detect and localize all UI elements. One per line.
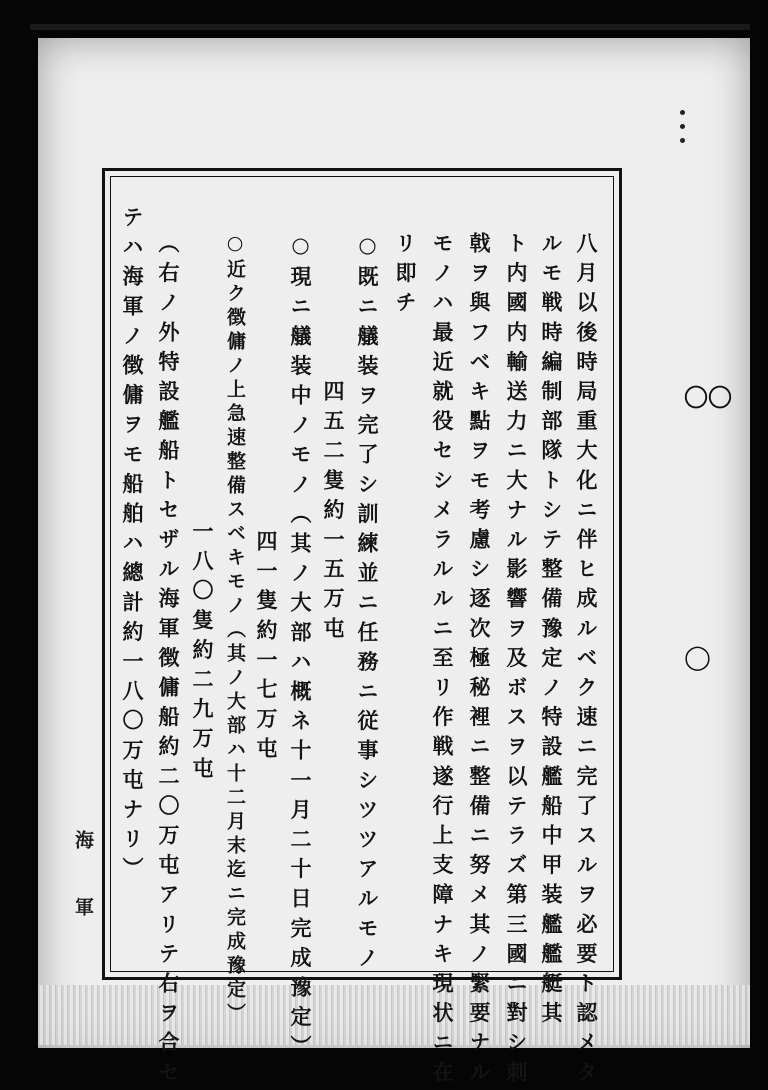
text-column-11: ○近ク徴傭ノ上急速整備スベキモノ（其ノ大部ハ十二月末迄ニ完成豫定） — [224, 232, 246, 1027]
margin-mark-upper: 〇〇 — [684, 383, 732, 412]
text-column-9: ○現ニ艤装中ノモノ（其ノ大部ハ概ネ十一月二十日完成豫定） — [288, 232, 313, 1065]
text-column-8: 四五二隻約一五万屯 — [321, 380, 346, 647]
top-rule — [30, 24, 750, 30]
text-column-4: 戟ヲ與フベキ點ヲモ考慮シ逐次極秘裡ニ整備ニ努メ其ノ緊要ナル — [467, 232, 492, 1090]
side-label-navy: 海軍 — [72, 830, 94, 964]
text-column-12: 一八〇隻約二九万屯 — [190, 520, 215, 787]
margin-mark-lower: ◯ — [684, 642, 711, 671]
text-column-7: ○既ニ艤装ヲ完了シ訓練並ニ任務ニ従事シツツアルモノ — [355, 232, 380, 976]
scan-noise — [38, 985, 750, 1045]
text-column-14: テハ海軍ノ徴傭ヲモ船舶ハ總計約一八〇万屯ナリ） — [120, 206, 145, 887]
text-column-10: 四一隻約一七万屯 — [254, 530, 279, 767]
margin-marks — [680, 110, 700, 170]
text-column-3: ト内國内輸送力ニ大ナル影響ヲ及ボスヲ以テラズ第三國ニ對シ刺 — [504, 232, 529, 1090]
text-column-2: ルモ戦時編制部隊トシテ整備豫定ノ特設艦船中甲装艦艦艇其 — [539, 232, 564, 1032]
text-column-6: リ即チ — [393, 232, 418, 321]
text-column-1: 八月以後時局重大化ニ伴ヒ成ルベク速ニ完了スルヲ必要ト認メタ — [574, 232, 599, 1090]
text-column-13: （右ノ外特設艦船トセザル海軍徴傭船約二〇万屯アリテ右ヲ合セ — [156, 232, 181, 1090]
text-column-5: モノハ最近就役セシメラルルニ至リ作戦遂行上支障ナキ現状ニ在 — [430, 232, 455, 1090]
